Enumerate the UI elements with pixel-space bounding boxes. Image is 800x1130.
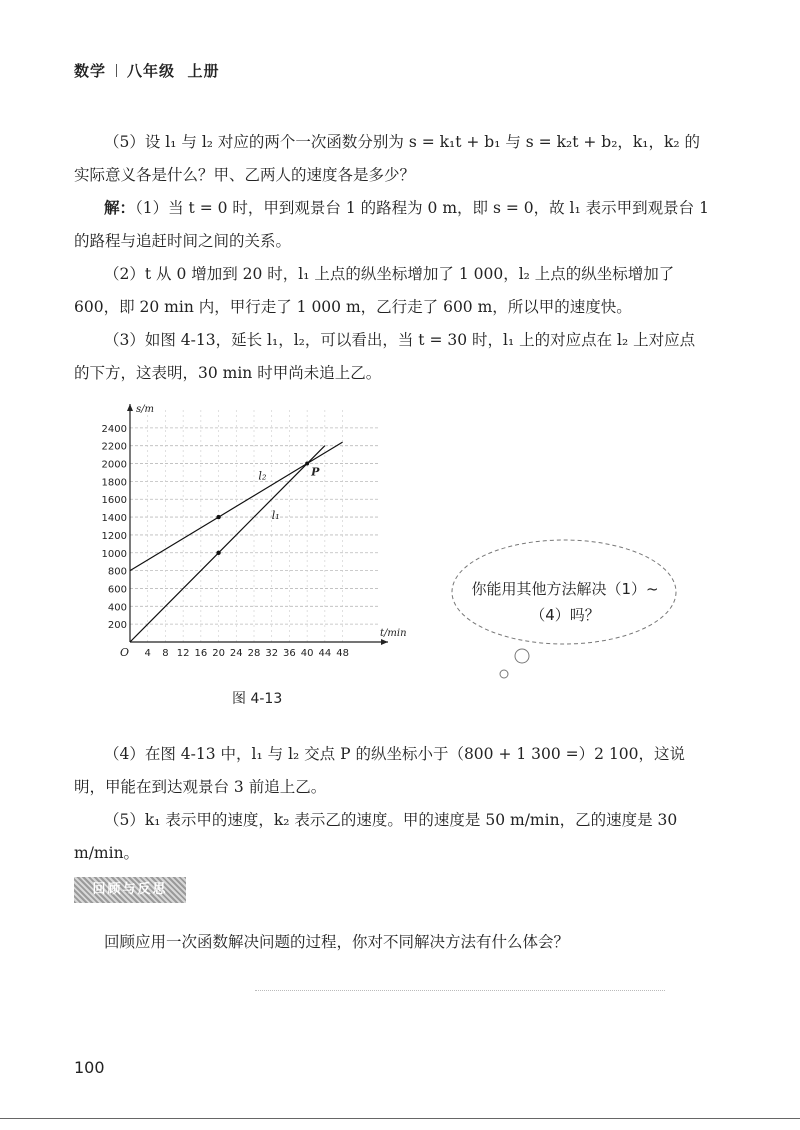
- intersection-point: [305, 462, 309, 466]
- question-5: （5）设 l₁ 与 l₂ 对应的两个一次函数分别为 s = k₁t + b₁ 与 s = k₂t + b₂，k₁，k₂ 的实际意义各是什么？甲、乙两人的速度各是多少？: [74, 133, 701, 184]
- data-point: [216, 551, 220, 555]
- solution-4: （4）在图 4-13 中，l₁ 与 l₂ 交点 P 的纵坐标小于（800 + 1 300 =）2 100，这说明，甲能在到达观景台 3 前追上乙。: [74, 745, 686, 796]
- solution-1-text: （1）当 t = 0 时，甲到观景台 1 的路程为 0 m，即 s = 0，故 l₁ 表示甲到观景台 1 的路程与追赶时间之间的关系。: [74, 199, 709, 250]
- review-question: 回顾应用一次函数解决问题的过程，你对不同解决方法有什么体会？: [104, 932, 570, 951]
- y-axis-label: s/m: [136, 404, 154, 415]
- y-tick-label: 2200: [101, 441, 127, 453]
- x-tick-label: 36: [283, 648, 296, 659]
- figure-caption: 图 4-13: [232, 691, 283, 707]
- bubble-text: 你能用其他方法解决（1）~（4）吗？: [471, 580, 659, 624]
- y-tick-label: 800: [107, 566, 127, 578]
- series-label-l2: l₂: [258, 469, 267, 483]
- series-label-l1: l₁: [271, 508, 280, 522]
- x-tick-label: 28: [247, 648, 261, 659]
- y-tick-label: 600: [107, 584, 127, 596]
- x-tick-label: 20: [212, 648, 225, 659]
- dotted-divider: [255, 990, 665, 991]
- x-axis-arrow: [381, 639, 388, 645]
- solution-1: [74, 192, 710, 258]
- solution-prefix: 解：: [104, 199, 136, 217]
- figure-4-13: [88, 392, 418, 682]
- x-tick-label: 8: [162, 648, 169, 659]
- grade-label: 八年级: [127, 62, 176, 80]
- x-tick-label: 32: [265, 648, 279, 659]
- solution-3: （3）如图 4-13，延长 l₁，l₂，可以看出，当 t = 30 时，l₁ 上的对应点在 l₂ 上对应点的下方，这表明，30 min 时甲尚未追上乙。: [74, 331, 696, 382]
- section-tag-review: 回顾与反思: [74, 877, 186, 903]
- page-header: [74, 60, 220, 81]
- series-line-1: [130, 446, 325, 642]
- volume-label: 上册: [187, 62, 220, 80]
- x-tick-label: 12: [176, 648, 190, 659]
- y-tick-label: 1600: [101, 495, 127, 507]
- line-chart: [88, 392, 418, 682]
- y-tick-label: 2000: [101, 459, 127, 471]
- page-number: 100: [74, 1058, 105, 1077]
- header-separator: [116, 64, 117, 77]
- x-axis-label: t/min: [380, 628, 407, 639]
- x-tick-label: 48: [336, 648, 349, 659]
- x-tick-label: 24: [229, 648, 243, 659]
- y-tick-label: 1000: [101, 548, 127, 560]
- data-point: [216, 515, 220, 519]
- origin-label: O: [120, 646, 130, 659]
- y-tick-label: 200: [107, 620, 127, 632]
- x-tick-label: 4: [144, 648, 151, 659]
- bottom-rule: [0, 1118, 800, 1119]
- y-tick-label: 1200: [101, 530, 127, 542]
- intersection-label: P: [311, 465, 320, 479]
- y-tick-label: 1800: [101, 477, 127, 489]
- y-axis-arrow: [127, 404, 133, 411]
- y-tick-label: 1400: [101, 513, 127, 525]
- y-tick-label: 400: [107, 602, 127, 614]
- y-tick-label: 2400: [101, 423, 127, 435]
- x-tick-label: 40: [300, 648, 314, 659]
- subject-label: 数学: [74, 62, 107, 80]
- x-tick-label: 44: [318, 648, 332, 659]
- solution-5: （5）k₁ 表示甲的速度，k₂ 表示乙的速度。甲的速度是 50 m/min，乙的速度是 30 m/min。: [74, 811, 678, 862]
- solution-2: （2）t 从 0 增加到 20 时，l₁ 上点的纵坐标增加了 1 000，l₂ 上点的纵坐标增加了 600，即 20 min 内，甲行走了 1 000 m，乙行走了 600 m，所以甲的速度快。: [74, 265, 675, 316]
- x-tick-label: 16: [194, 648, 208, 659]
